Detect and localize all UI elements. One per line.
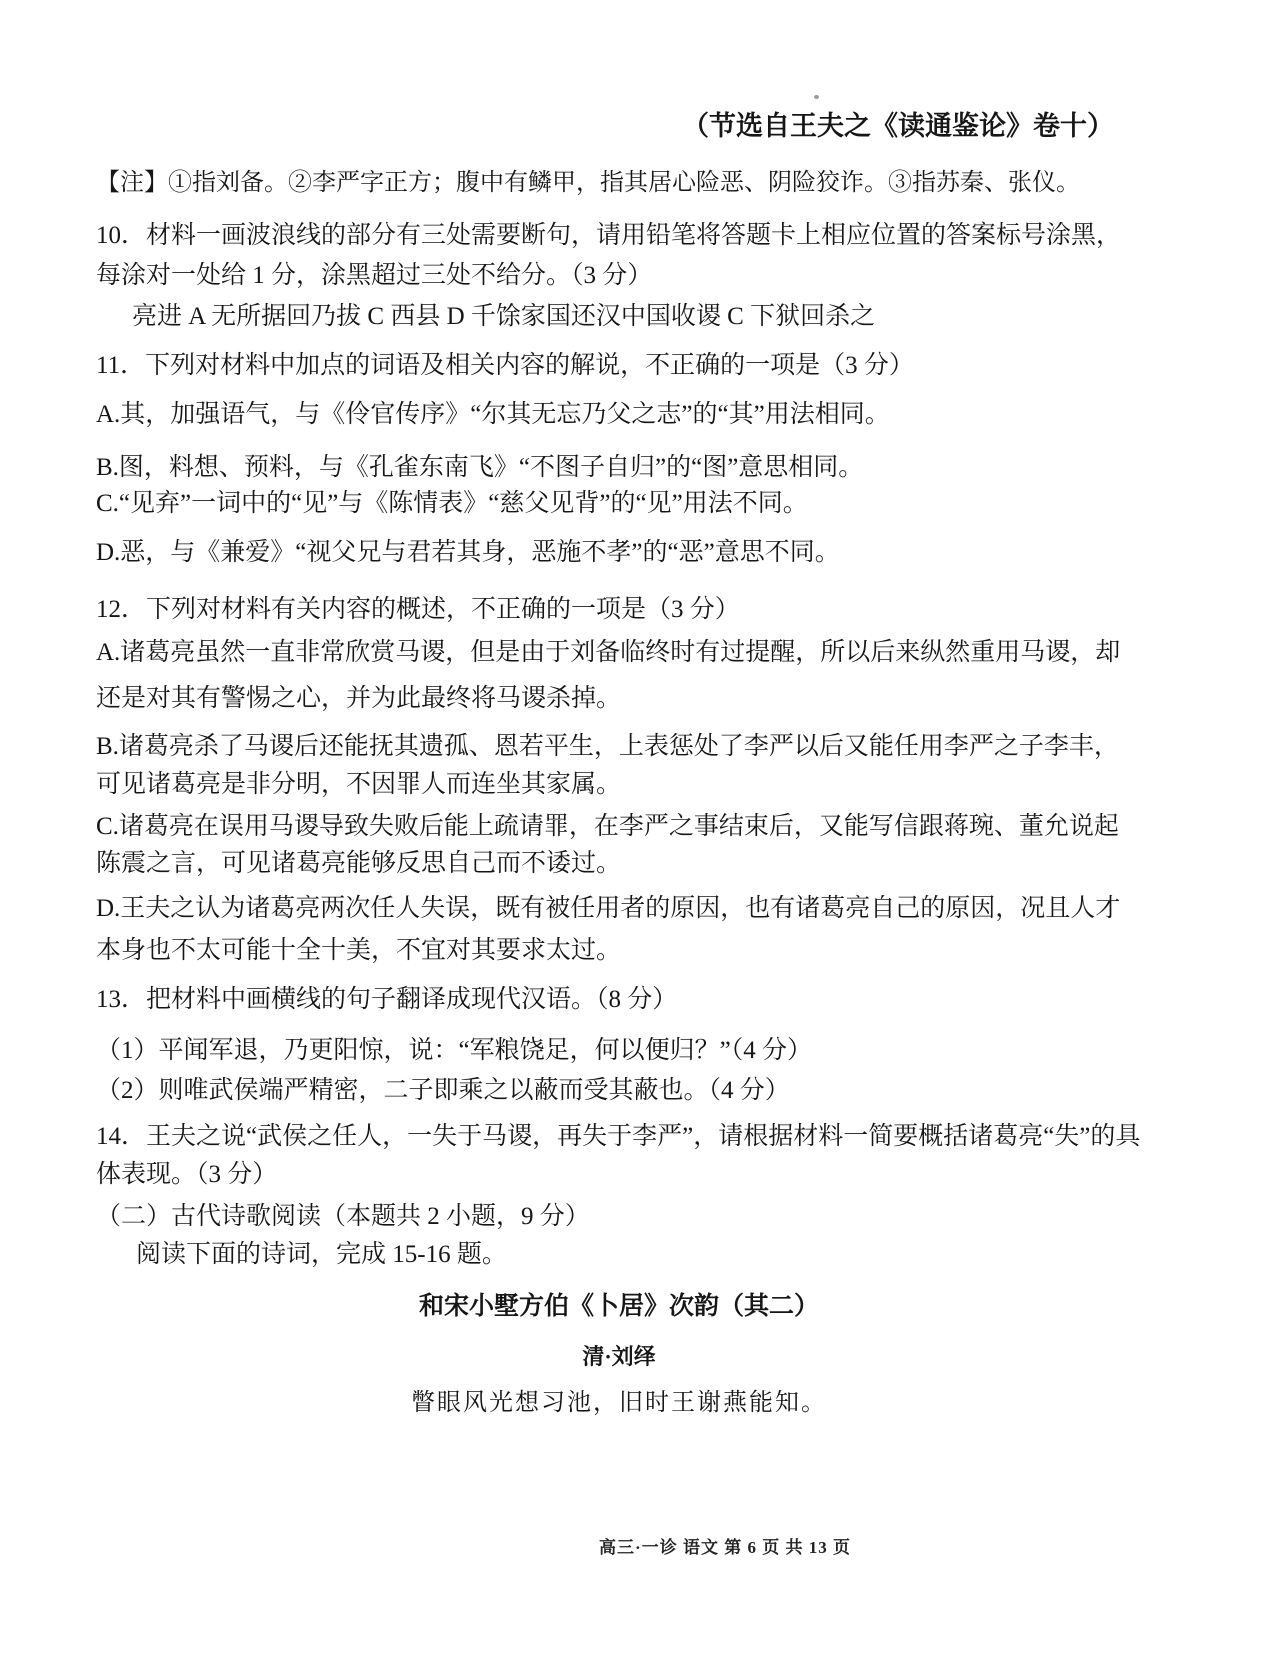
poem-line-1: 瞥眼风光想习池，旧时王谢燕能知。 [411, 1390, 827, 1416]
question-12-option-a: A.诸葛亮虽然一直非常欣赏马谡，但是由于刘备临终时有过提醒，所以后来纵然重用马谡，却还是对其有警惕之心，并为此最终将马谡杀掉。 [96, 639, 1121, 712]
question-12-option-b: B.诸葛亮杀了马谡后还能抚其遗孤、恩若平生，上表惩处了李严以后又能任用李严之子李丰，可见诸葛亮是非分明，不因罪人而连坐其家属。 [96, 733, 1119, 798]
question-11-option-b: B.图，料想、预料，与《孔雀东南飞》“不图子自归”的“图”意思相同。 [96, 454, 864, 481]
poem-author: 清·刘绎 [582, 1344, 656, 1369]
question-11-option-c: C.“见弃”一词中的“见”与《陈情表》“慈父见背”的“见”用法不同。 [96, 490, 808, 517]
question-12-option-c: C.诸葛亮在误用马谡导致失败后能上疏请罪，在李严之事结束后，又能写信跟蒋琬、董允说起陈震之言，可见诸葛亮能够反思自己而不诿过。 [96, 813, 1119, 877]
question-12-option-d: D.王夫之认为诸葛亮两次任人失误，既有被任用者的原因，也有诸葛亮自己的原因，况且人才本身也不太可能十全十美，不宜对其要求太过。 [96, 895, 1121, 964]
question-11-option-a: A.其，加强语气，与《伶官传序》“尔其无忘乃父之志”的“其”用法相同。 [96, 401, 890, 428]
footnote: 【注】①指刘备。②李严字正方；腹中有鳞甲，指其居心险恶、阴险狡诈。③指苏秦、张仪。 [96, 170, 1080, 196]
question-13-stem: 13．把材料中画横线的句子翻译成现代汉语。（8 分） [96, 986, 678, 1013]
question-10-text: 10．材料一画波浪线的部分有三处需要断句，请用铅笔将答题卡上相应位置的答案标号涂黑，每涂对一处给 1 分，涂黑超过三处不给分。（3 分） [96, 222, 1122, 289]
scan-artifact-dot [814, 95, 819, 99]
section-2-heading: （二）古代诗歌阅读（本题共 2 小题，9 分） [96, 1203, 590, 1230]
section-2-instruction: 阅读下面的诗词，完成 15-16 题。 [136, 1241, 507, 1268]
page-footer: 高三·一诊 语文 第 6 页 共 13 页 [599, 1538, 851, 1557]
question-10-sentence: 亮进 A 无所据回乃拔 C 西县 D 千馀家国还汉中国收谡 C 下狱回杀之 [132, 303, 876, 330]
question-11-option-d: D.恶，与《兼爱》“视父兄与君若其身，恶施不孝”的“恶”意思不同。 [96, 539, 840, 566]
question-12-stem: 12．下列对材料有关内容的概述，不正确的一项是（3 分） [96, 596, 740, 623]
question-11-stem: 11．下列对材料中加点的词语及相关内容的解说，不正确的一项是（3 分） [96, 352, 914, 379]
question-14-text: 14．王夫之说“武侯之任人，一失于马谡，再失于李严”，请根据材料一简要概括诸葛亮“失”的具体表现。（3 分） [96, 1123, 1141, 1188]
poem-title: 和宋小墅方伯《卜居》次韵（其二） [418, 1293, 819, 1320]
source-attribution: （节选自王夫之《读通鉴论》卷十） [682, 111, 1114, 141]
question-13-item-1: （1）平闻军退，乃更阳惊，说：“军粮饶足，何以便归？”（4 分） [96, 1037, 812, 1064]
question-13-item-2: （2）则唯武侯端严精密，二子即乘之以蔽而受其蔽也。（4 分） [96, 1077, 790, 1104]
